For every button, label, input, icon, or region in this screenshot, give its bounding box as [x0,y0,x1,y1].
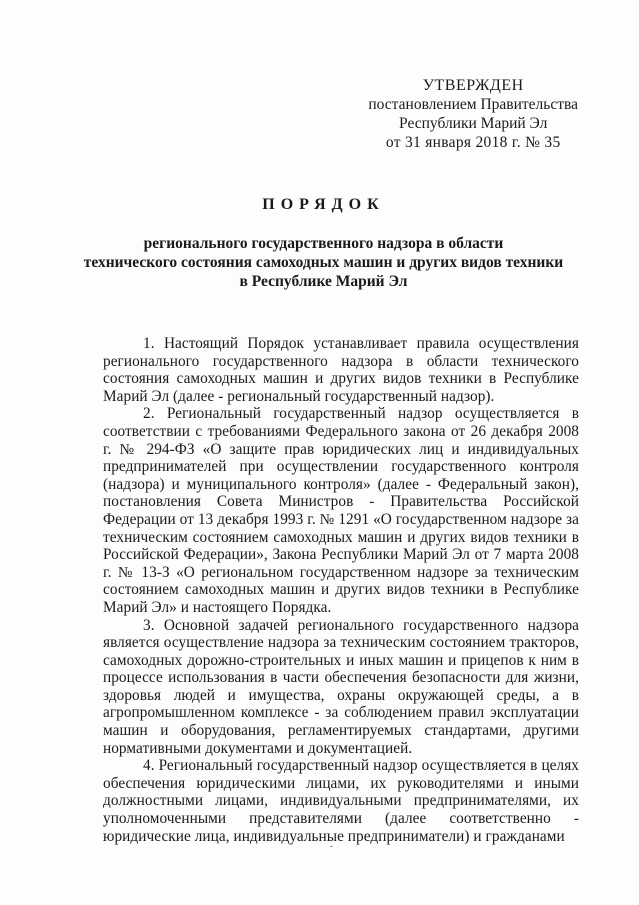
document-title: ПОРЯДОК [262,196,385,213]
paragraph-1: 1. Настоящий Порядок устанавливает правила осуществления регионального государственного надзора в области технического состояния самоходных машин и других видов техники в Республике Марий Эл (далее - региональный государственный надзор). [103,335,579,405]
paragraph-2: 2. Региональный государственный надзор осуществляется в соответствии с требованиями Федерального закона от 26 декабря 2008 г. № 294-ФЗ «О защите прав юридических лиц и индивидуальных предпринимателей при осуществлении государственного контроля (надзора) и муниципального контроля» (далее - Федеральный закон), постановления Совета Министров - Правительства Российской Федерации от 13 декабря 1993 г. № 1291 «О государственном надзоре за техническим состоянием самоходных машин и других видов техники в Российской Федерации», Закона Республики Марий Эл от 7 марта 2008 г. № 13-З «О региональном государственном надзоре за техническим состоянием самоходных машин и других видов техники в Республике Марий Эл» и настоящего Порядка. [103,405,579,616]
subtitle-line: технического состояния самоходных машин и других видов техники [83,254,564,271]
approval-line-resolution: постановлением Правительства [368,96,578,113]
paragraph-3: 3. Основной задачей регионального государственного надзора является осуществление надзора за техническим состоянием тракторов, самоходных дорожно-строительных и иных машин и прицепов к ним в процессе использования в части обеспечения безопасности для жизни, здоровья людей и имущества, охраны окружающей среды, а в агропромышленном комплексе - за соблюдением правил эксплуатации машин и оборудования, регламентируемых стандартами, другими нормативными документами и документацией. [103,616,579,757]
approved-heading: УТВЕРЖДЕН [422,77,524,94]
document-title-block [60,196,587,291]
paragraph-4: 4. Региональный государственный надзор осуществляется в целях обеспечения юридическими лицами, их руководителями и иными должностными лицами, индивидуальными предпринимателями, их уполномоченными представителями (далее соответственно - юридические лица, индивидуальные предприниматели) и гражданами [103,757,579,845]
scan-speck [330,846,333,847]
approval-date-line: от 31 января 2018 г. № 35 [385,134,561,151]
approval-line-republic: Республики Марий Эл [399,115,548,132]
document-body [103,335,579,845]
subtitle-line: в Республике Марий Эл [239,273,408,290]
approval-stamp [368,76,578,152]
document-subtitle [60,234,587,291]
subtitle-line: регионального государственного надзора в области [143,235,504,252]
